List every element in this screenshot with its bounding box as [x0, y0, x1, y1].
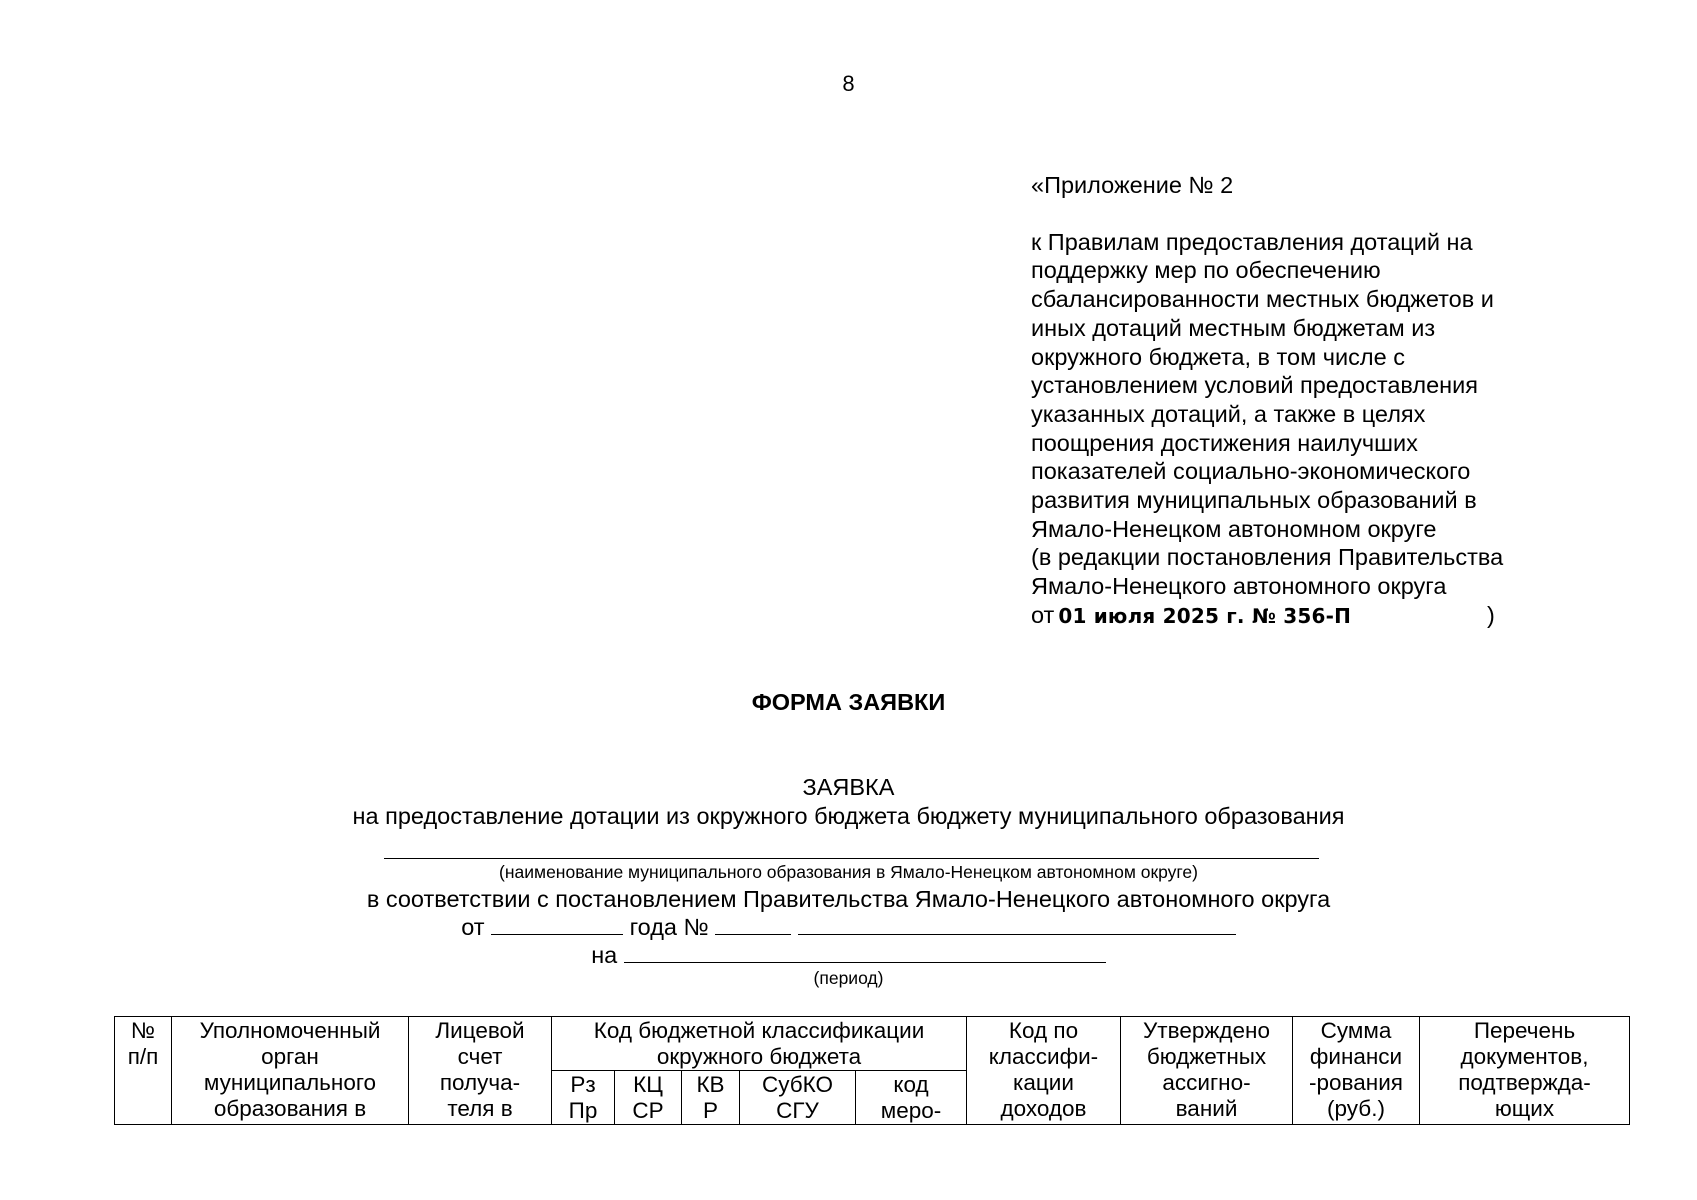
header-approved-allocations: Утверждено бюджетных ассигно- ваний: [1121, 1017, 1293, 1125]
appendix-line: сбалансированности местных бюджетов и: [1031, 286, 1494, 313]
request-subheading: на предоставление дотации из окружного бюджета бюджету муниципального образования: [352, 802, 1345, 829]
legal-basis: в соответствии с постановлением Правительства Ямало-Ненецкого автономного округа: [366, 886, 1331, 912]
form-title: ФОРМА ЗАЯВКИ: [751, 689, 946, 715]
closing-parenthesis: ): [1487, 601, 1495, 628]
header-kcsr: КЦ СР: [615, 1071, 682, 1125]
header-rz-pr: Рз Пр: [552, 1071, 615, 1125]
appendix-body: [1031, 228, 1591, 631]
period-field[interactable]: [624, 942, 1106, 963]
table-header-row: [115, 1017, 1630, 1071]
municipality-name-line[interactable]: [384, 858, 1319, 859]
header-documents-list: Перечень документов, подтвержда- ющих: [1420, 1017, 1630, 1125]
request-heading: ЗАЯВКА: [802, 774, 895, 800]
page-number: 8: [842, 71, 855, 96]
appendix-block: [1031, 171, 1591, 631]
header-account: Лицевой счет получа- теля в: [409, 1017, 552, 1125]
year-number-label: года №: [629, 914, 709, 940]
date-field[interactable]: [491, 914, 623, 935]
from-prefix: от: [1031, 601, 1055, 628]
appendix-line: Ямало-Ненецкого автономного округа: [1031, 573, 1447, 600]
header-income-code: Код по классифи- кации доходов: [967, 1017, 1121, 1125]
period-caption: (период): [813, 968, 884, 988]
header-budget-classification: Код бюджетной классификации окружного бюджета: [552, 1017, 967, 1071]
appendix-line: иных дотаций местным бюджетам из: [1031, 314, 1436, 341]
appendix-line: к Правилам предоставления дотаций на: [1031, 228, 1473, 255]
appendix-line: развития муниципальных образований в: [1031, 487, 1477, 514]
resolution-reference: [1031, 601, 1591, 631]
appendix-line: поддержку мер по обеспечению: [1031, 257, 1381, 284]
municipality-caption: (наименование муниципального образования в Ямало-Ненецком автономном округе): [499, 862, 1198, 882]
from-label: от: [461, 914, 485, 940]
appendix-line: установлением условий предоставления: [1031, 372, 1478, 399]
number-field[interactable]: [715, 914, 791, 935]
resolution-fields-line: [0, 913, 1697, 941]
header-kvr: КВ Р: [682, 1071, 740, 1125]
resolution-name-field[interactable]: [798, 914, 1236, 935]
header-authority: Уполномоченный орган муниципального образования в: [172, 1017, 409, 1125]
appendix-title: «Приложение № 2: [1031, 172, 1234, 198]
appendix-line: показателей социально-экономического: [1031, 458, 1471, 485]
header-subkosgu: СубКО СГУ: [740, 1071, 856, 1125]
header-num: № п/п: [115, 1017, 172, 1125]
request-heading-block: [0, 773, 1697, 830]
appendix-line: Ямало-Ненецком автономном округе: [1031, 515, 1437, 542]
for-label: на: [591, 942, 618, 968]
header-measure-code: код меро-: [856, 1071, 967, 1125]
appendix-line: поощрения достижения наилучших: [1031, 429, 1418, 456]
appendix-line: указанных дотаций, а также в целях: [1031, 400, 1426, 427]
appendix-line: (в редакции постановления Правительства: [1031, 544, 1504, 571]
resolution-stamp: 01 июля 2025 г. № 356-П: [1058, 603, 1352, 628]
request-table: [114, 1016, 1630, 1125]
period-field-line: [0, 941, 1697, 969]
appendix-line: окружного бюджета, в том числе с: [1031, 343, 1405, 370]
header-funding-amount: Сумма финанси -рования (руб.): [1293, 1017, 1420, 1125]
